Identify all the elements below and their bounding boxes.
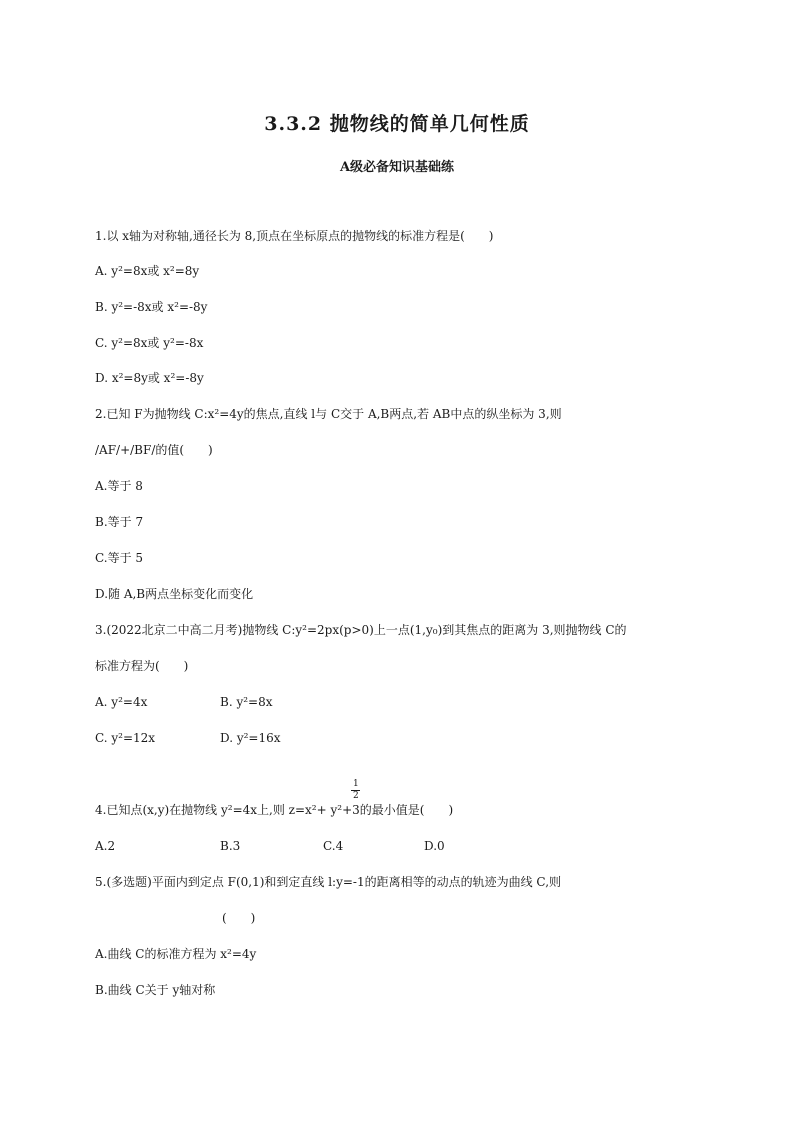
option-3c: C. y²=12x xyxy=(95,731,156,745)
option-3d: D. y²=16x xyxy=(220,731,281,745)
option-1a: A. y²=8x或 x²=8y xyxy=(95,264,200,278)
option-4d: D.0 xyxy=(424,839,445,853)
option-2a: A.等于 8 xyxy=(95,479,143,493)
fraction-denominator: 2 xyxy=(353,791,359,801)
option-5a: A.曲线 C的标准方程为 x²=4y xyxy=(95,947,257,961)
question-5-continued: ( ) xyxy=(222,911,256,925)
option-4c: C.4 xyxy=(323,839,344,853)
option-4b: B.3 xyxy=(220,839,241,853)
question-3: 3.(2022北京二中高二月考)抛物线 C:y²=2px(p>0)上一点(1,y₀)到其焦点的距离为 3,则抛物线 C的 xyxy=(95,623,627,637)
option-2c: C.等于 5 xyxy=(95,551,144,565)
section-subtitle: A级必备知识基础练 xyxy=(339,160,455,175)
option-2b: B.等于 7 xyxy=(95,515,144,529)
option-5b: B.曲线 C关于 y轴对称 xyxy=(95,983,216,997)
option-1b: B. y²=-8x或 x²=-8y xyxy=(95,300,208,314)
question-4: 4.已知点(x,y)在抛物线 y²=4x上,则 z=x²+ y²+3的最小值是( ) xyxy=(95,803,454,817)
option-2d: D.随 A,B两点坐标变化而变化 xyxy=(95,587,254,601)
option-1c: C. y²=8x或 y²=-8x xyxy=(95,336,204,350)
option-3b: B. y²=8x xyxy=(220,695,273,709)
option-3a: A. y²=4x xyxy=(95,695,148,709)
question-1: 1.以 x轴为对称轴,通径长为 8,顶点在坐标原点的抛物线的标准方程是( ) xyxy=(95,229,494,243)
question-2: 2.已知 F为抛物线 C:x²=4y的焦点,直线 l与 C交于 A,B两点,若 AB中点的纵坐标为 3,则 xyxy=(95,407,562,421)
page-title: 3.3.2 抛物线的简单几何性质 xyxy=(264,113,530,135)
option-4a: A.2 xyxy=(95,839,116,853)
option-1d: D. x²=8y或 x²=-8y xyxy=(95,371,204,385)
fraction-numerator: 1 xyxy=(353,779,359,789)
question-5: 5.(多选题)平面内到定点 F(0,1)和到定直线 l:y=-1的距离相等的动点的轨迹为曲线 C,则 xyxy=(95,875,562,889)
question-2-continued: /AF/+/BF/的值( ) xyxy=(95,443,213,457)
question-3-continued: 标准方程为( ) xyxy=(95,659,189,673)
